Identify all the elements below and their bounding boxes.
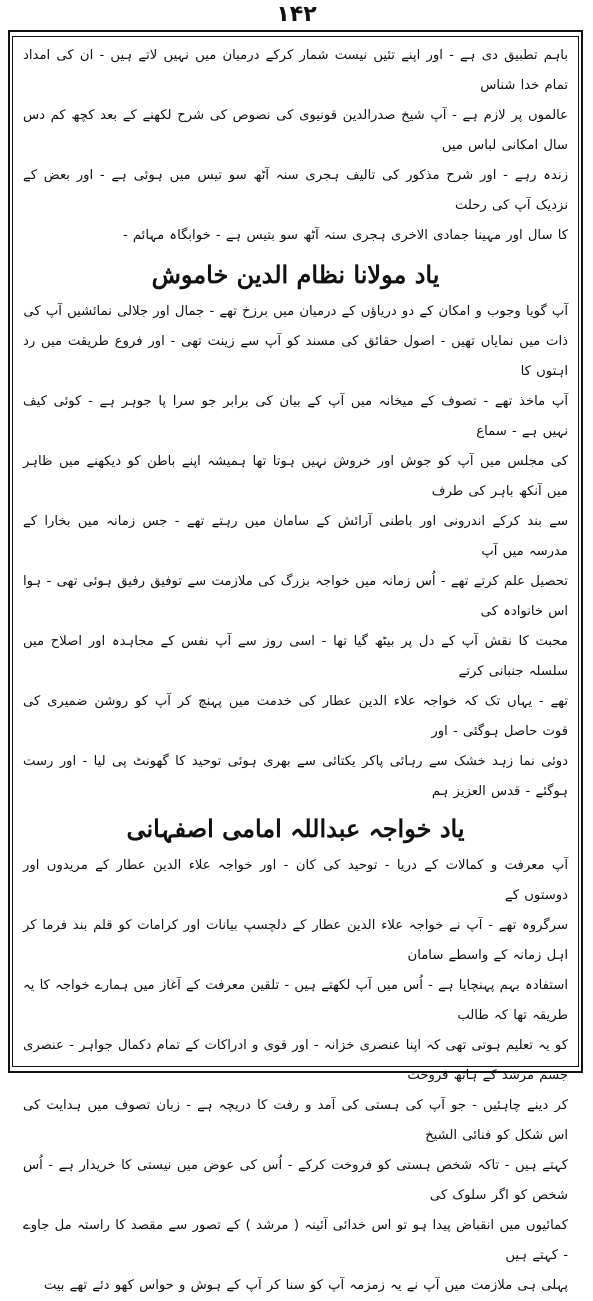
text-line: تھے - یہاں تک کہ خواجہ علاء الدین عطار کی خدمت میں پہنچ کر آپ کو روشن ضمیری کی قوت حاصل ہوگئی - اور xyxy=(23,694,568,739)
text-line: آپ معرفت و کمالات کے دریا - توحید کی کان - اور خواجہ علاء الدین عطار کے مریدوں اور دوستوں کے xyxy=(23,858,568,903)
text-line: ذات میں نمایاں تھیں - اصول حقائق کی مسند کو آپ سے زینت تھی - اور فروع طریقت میں رد اہتوں کا xyxy=(23,334,568,379)
section-heading: یاد مولانا نظام الدین خاموش xyxy=(151,260,440,289)
text-line: زندہ رہے - اور شرح مذکور کی تالیف ہجری سنہ آٹھ سو تیس میں ہوئی ہے - اور بعض کے نزدیک آپ کی رحلت xyxy=(23,168,568,213)
text-line: کو یہ تعلیم ہوتی تھی کہ اپنا عنصری خزانہ - اور قوی و ادراکات کے تمام دکمال جواہر - عنصری جسم مرشد کے ہاتھ فروخت xyxy=(23,1038,568,1083)
section-intro xyxy=(23,41,568,251)
text-line: آپ ماخذ تھے - تصوف کے میخانہ میں آپ کے بیان کی برابر جو سرا پا جوہر ہے - کوئی کیف نہیں ہے - سماع xyxy=(23,394,568,439)
text-line: دوئی نما زہد خشک سے رہائی پاکر یکتائی سے بھری ہوئی توحید کا گھونٹ پی لیا - اور رست ہوگئے - قدس العزیز ہم xyxy=(23,754,568,799)
text-line: استفادہ بہم پہنچایا ہے - اُس میں آپ لکھتے ہیں - تلقین معرفت کے آغاز میں ہمارے خواجہ کا یہ طریقہ تھا کہ طالب xyxy=(23,978,568,1023)
text-line: سے بند کرکے اندرونی اور باطنی آرائش کے سامان میں رہتے تھے - جس زمانہ میں بخارا کے مدرسہ میں آپ xyxy=(23,514,568,559)
text-line: کہتے ہیں - تاکہ شخص ہستی کو فروخت کرکے - اُس کی عوض میں نیستی کا خریدار ہے - اُس شخص کو اگر سلوک کی xyxy=(23,1158,568,1203)
text-line: عالموں پر لازم ہے - آپ شیخ صدرالدین قونیوی کی نصوص کی شرح لکھنے کے بعد کچھ کم دس سال امکانی لباس میں xyxy=(23,108,568,153)
text-line: محبت کا نقش آپ کے دل پر بیٹھ گیا تھا - اسی روز سے آپ نفس کے مجاہدہ اور اصلاح میں سلسلہ جنبانی کرتے xyxy=(23,634,568,679)
section-abdullah xyxy=(23,807,568,1301)
section-nizamuddin xyxy=(23,253,568,807)
section-heading: یاد خواجہ عبداللہ امامی اصفہانی xyxy=(126,814,465,843)
text-line: سرگروہ تھے - آپ نے خواجہ علاء الدین عطار کے دلچسپ بیانات اور کرامات کو قلم بند فرما کر اہل زمانہ کے واسطے سامان xyxy=(23,918,568,963)
text-line: تحصیل علم کرتے تھے - اُس زمانہ میں خواجہ بزرگ کی ملازمت سے توفیق رفیق ہوئی تھی - ہوا اس خانوادہ کی xyxy=(23,574,568,619)
text-line: پہلی ہی ملازمت میں آپ نے یہ زمزمہ آپ کو سنا کر آپ کے ہوش و حواس کھو دئے تھے بیت xyxy=(43,1278,568,1293)
page-content xyxy=(12,36,579,1293)
text-line: آپ گویا وجوب و امکان کے دو دریاؤں کے درمیان میں برزخ تھے - جمال اور جلالی نمائشیں آپ کی xyxy=(23,304,568,319)
page-number: ۱۴۲ xyxy=(276,2,317,27)
text-line: کی مجلس میں آپ کو جوش اور خروش نہیں ہوتا تھا ہمیشہ اپنے باطن کو دیکھنے میں ظاہر میں آنکھ باہر کی طرف xyxy=(23,454,568,499)
text-line: کر دینے چاہئیں - جو آپ کی ہستی کی آمد و رفت کا دریچہ ہے - زبان تصوف میں ہدایت کی اس شکل کو فنائی الشیخ xyxy=(23,1098,568,1143)
text-line: کمائیوں میں انقباض پیدا ہو تو اس خدائی آئینہ ( مرشد ) کے تصور سے مقصد کا راستہ مل جاوے - کہتے ہیں xyxy=(23,1218,568,1263)
text-line: باہم تطبیق دی ہے - اور اپنے تئیں نیست شمار کرکے درمیان میں نہیں لاتے ہیں - ان کی امداد تمام خدا شناس xyxy=(23,48,568,93)
text-line: کا سال اور مہینا جمادی الاخری ہجری سنہ آٹھ سو بتیس ہے - خوابگاہ مہائم - xyxy=(122,228,568,243)
